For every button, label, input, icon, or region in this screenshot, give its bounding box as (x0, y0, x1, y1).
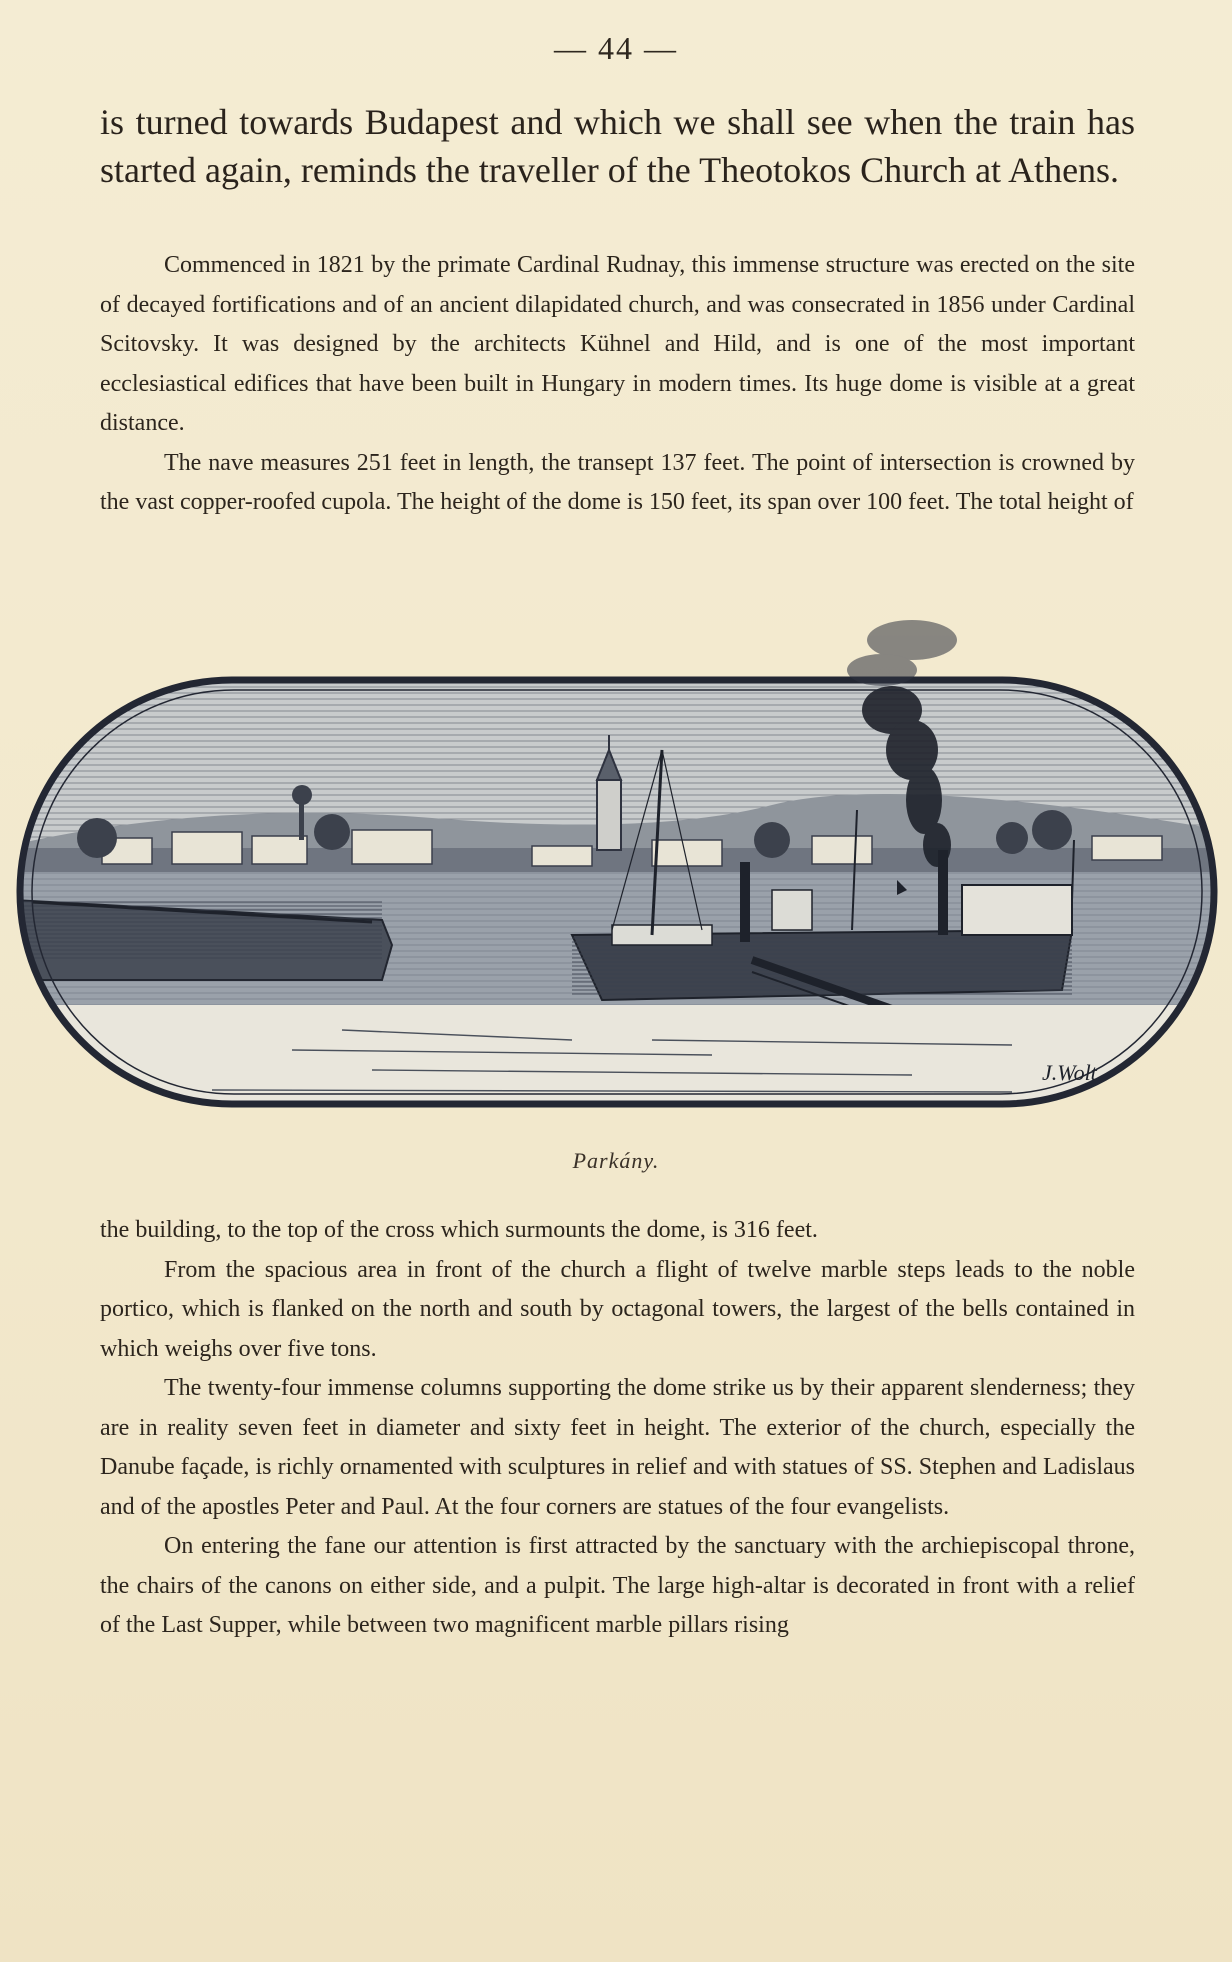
figure-caption: Parkány. (572, 1148, 660, 1173)
paragraph: The twenty-four immense columns supporting the dome strike us by their apparent slenderness; they are in reality seven feet in diameter and sixty feet in height. The exterior of the church, especially the Danube façade, is richly ornamented with sculptures in relief and with statues of SS. Stephen and Ladislaus and of the apostles Peter and Paul. At the four corners are statues of the four evangelists. (100, 1375, 1135, 1520)
paragraph: Commenced in 1821 by the primate Cardinal Rudnay, this immense structure was erected on the site of decayed fortifications and of an ancient dilapidated church, and was consecrated in 1856 under Cardinal Scitovsky. It was designed by the architects Kühnel and Hild, and is one of the most important ecclesiastical edifices that have been built in Hungary in modern times. Its huge dome is visible at a great distance. (100, 252, 1135, 436)
engraving-illustration (12, 600, 1222, 1130)
page-number: — 44 — (554, 30, 678, 66)
engraver-signature: J.Wolt (1042, 1060, 1097, 1085)
smoke-top (847, 620, 957, 686)
barge (12, 900, 392, 980)
text-block-before-figure (100, 246, 1135, 523)
lead-paragraph (100, 98, 1135, 194)
scene (12, 670, 1222, 1125)
parkany-engraving (12, 600, 1222, 1130)
text-block-after-figure (100, 1211, 1135, 1646)
paragraph: From the spacious area in front of the church a flight of twelve marble steps leads to the noble portico, which is flanked on the north and south by octagonal towers, the largest of the bells contained in which weighs over five tons. (100, 1256, 1135, 1362)
paragraph: On entering the fane our attention is first attracted by the sanctuary with the archiepiscopal throne, the chairs of the canons on either side, and a pulpit. The large high-altar is decorated in front with a relief of the Last Supper, while between two magnificent marble pillars rising (100, 1533, 1135, 1638)
lead-text: is turned towards Budapest and which we shall see when the train has started again, reminds the traveller of the Theotokos Church at Athens. (100, 102, 1135, 190)
paragraph: the building, to the top of the cross which surmounts the dome, is 316 feet. (100, 1217, 818, 1243)
paragraph: The nave measures 251 feet in length, the transept 137 feet. The point of intersection is crowned by the vast copper-roofed cupola. The height of the dome is 150 feet, its span over 100 feet. The total height of (100, 449, 1135, 515)
